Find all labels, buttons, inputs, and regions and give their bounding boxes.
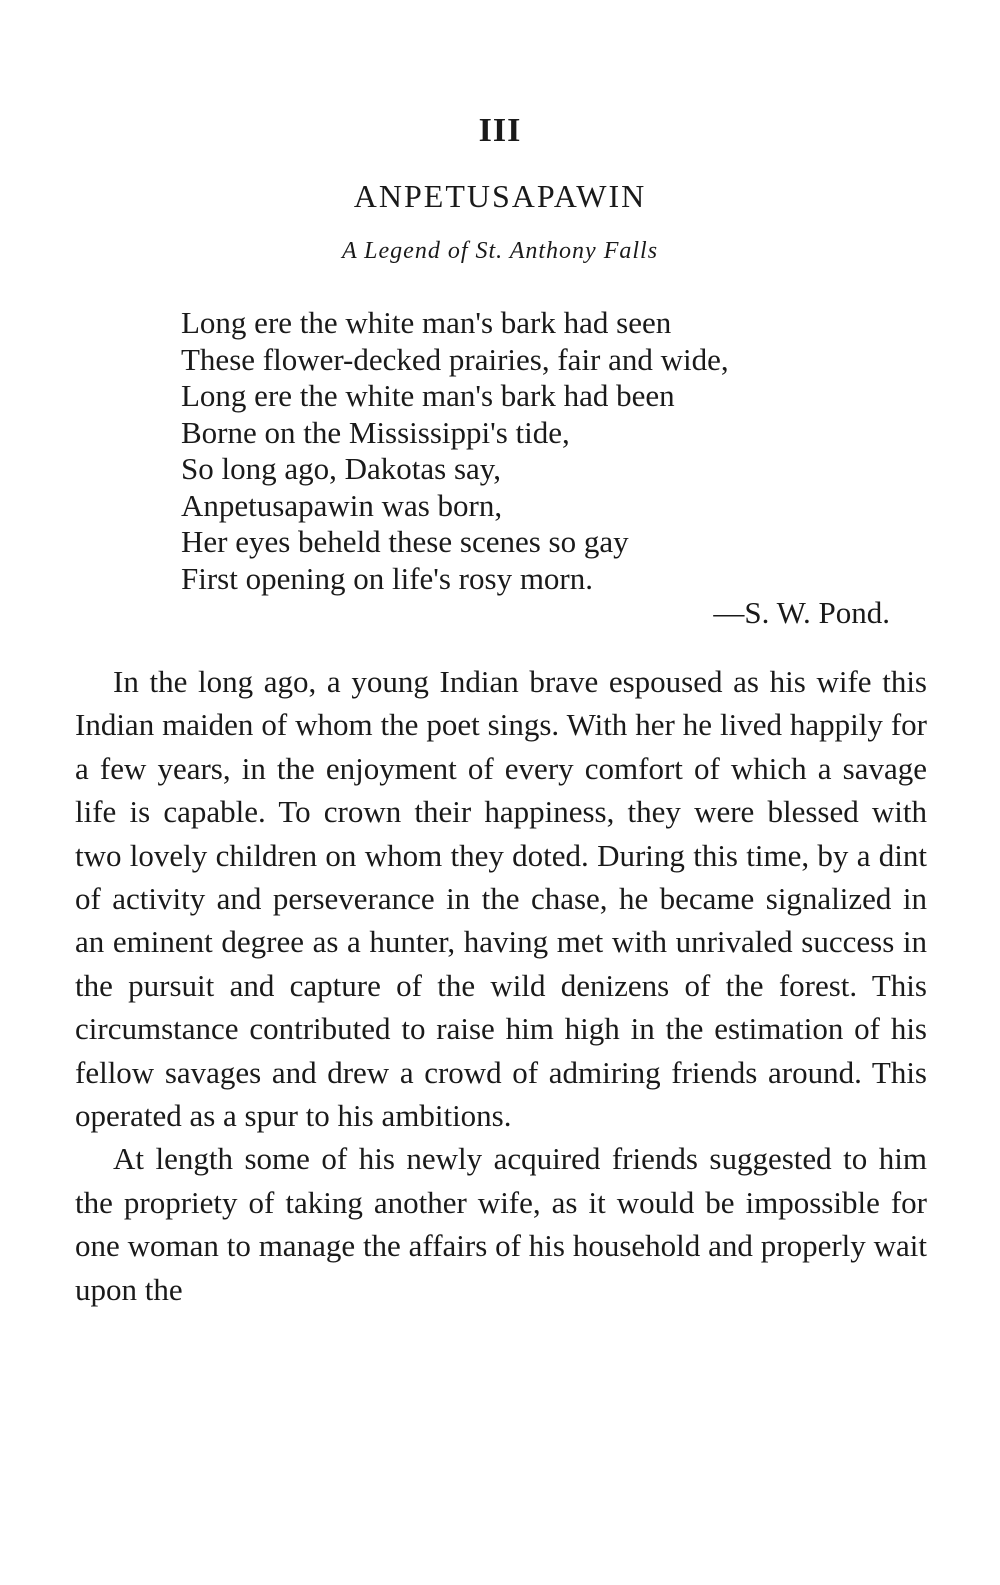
paragraph: At length some of his newly acquired friends suggested to him the propriety of taking another wife, as it would be impossible for one woman to manage the affairs of his household and properly wait upon the [75,1141,927,1307]
chapter-number: III [478,112,522,149]
chapter-title: ANPETUSAPAWIN [353,178,647,214]
body-text [75,660,927,1311]
poem-line: Her eyes beheld these scenes so gay [181,524,629,559]
poem-line: Anpetusapawin was born, [181,487,503,523]
poem-line: Long ere the white man's bark had been [181,378,675,413]
poem-line: First opening on life's rosy morn. [181,560,594,596]
poem-line: Long ere the white man's bark had seen [181,305,672,340]
poem-line: These flower-decked prairies, fair and wide, [181,341,729,377]
poem-line: So long ago, Dakotas say, [181,451,502,486]
poem-line: Borne on the Mississippi's tide, [181,414,570,450]
poem-attribution: —S. W. Pond. [713,595,890,630]
paragraph: In the long ago, a young Indian brave espoused as his wife this Indian maiden of whom the poet sings. With her he lived happily for a few years, in the enjoyment of every comfort of which a savage life is capable. To crown their happiness, they were blessed with two lovely children on whom they doted. During this time, by a dint of activity and perseverance in the chase, he became signalized in an eminent degree as a hunter, having met with unrivaled success in the pursuit and capture of the wild denizens of the forest. This circumstance contributed to raise him high in the estimation of his fellow savages and drew a crowd of admiring friends around. This operated as a spur to his ambitions. [75,664,927,1134]
chapter-subtitle: A Legend of St. Anthony Falls [341,238,659,264]
epigraph-poem [181,305,901,597]
